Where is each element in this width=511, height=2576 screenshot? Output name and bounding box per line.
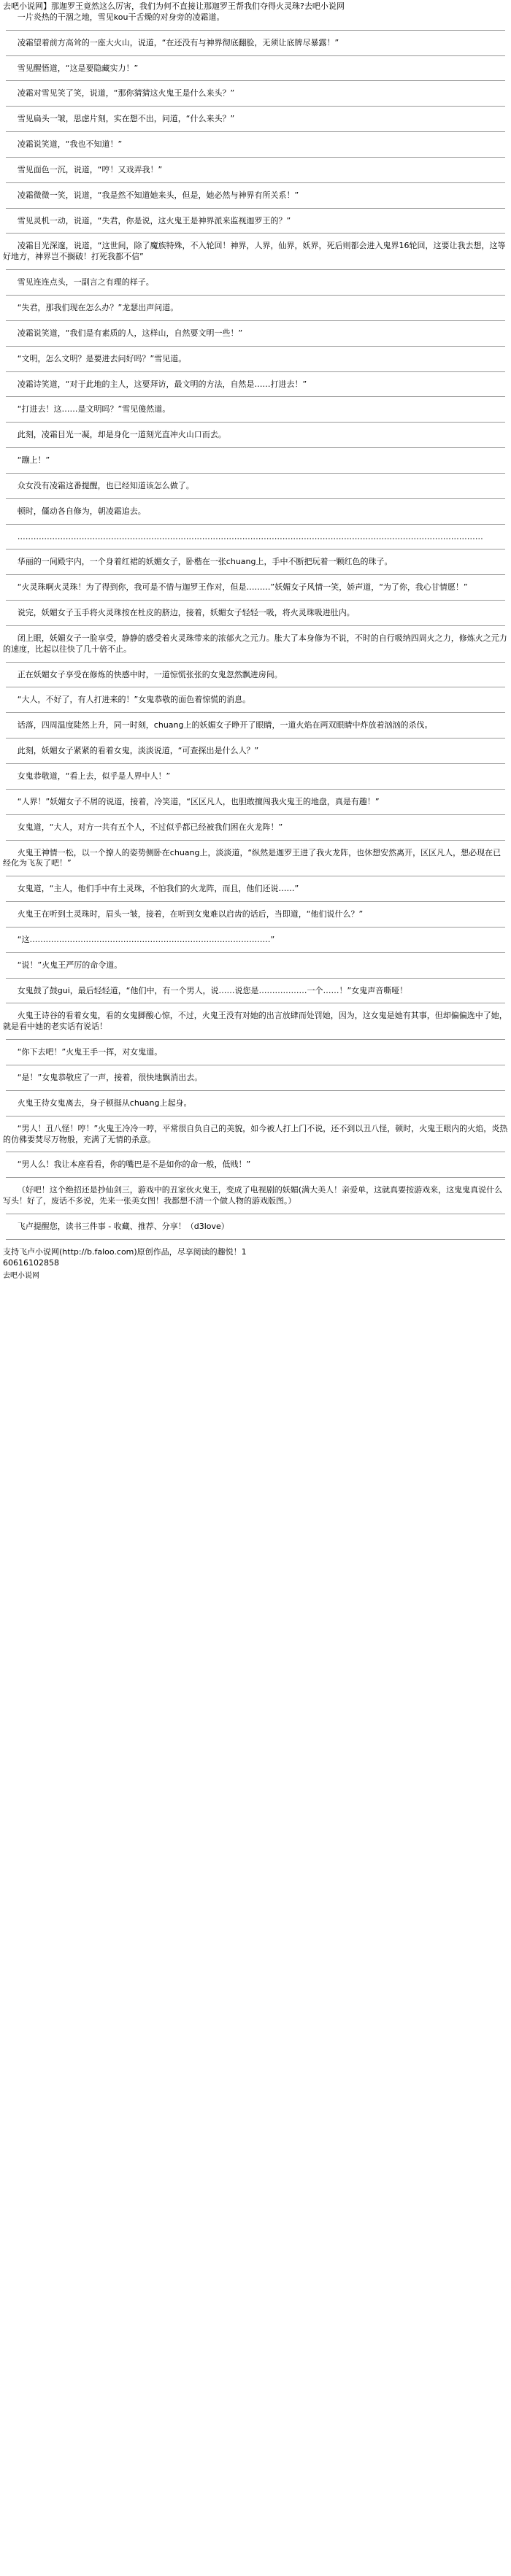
paragraph: 火鬼王在听到土灵珠时，眉头一皱，接着，在听到女鬼难以启齿的话后，当即道，“他们说什么？” <box>17 909 364 919</box>
divider <box>6 30 505 31</box>
paragraph: “人界！”妖媚女子不屑的说道，接着，冷笑道，“区区凡人，也胆敢擅闯我火鬼王的地盘，真是有趣！” <box>17 796 380 806</box>
support-line <box>3 1247 508 1258</box>
paragraph: 雪见扁头一皱，思虑片刻，实在想不出，问道，“什么来头？” <box>17 114 235 124</box>
paragraph: 此刻，妖媚女子紧紧的看着女鬼，淡淡说道，“可查探出是什么人？” <box>17 746 259 756</box>
paragraph: “蹦上！” <box>17 455 50 466</box>
divider <box>6 1239 505 1240</box>
chapter-heading: 】那迦罗王竟然这么厉害，我们为何不直接让那迦罗王帮我们夺得火灵珠?去吧小说网 <box>43 1 345 11</box>
divider <box>6 473 505 474</box>
paragraph: 正在妖媚女子享受在修炼的快感中时，一道惊慌张张的女鬼忽然飘进房间。 <box>17 669 283 679</box>
divider <box>6 157 505 158</box>
divider <box>6 901 505 902</box>
paragraph: 女鬼鼓了鼓gui，最后轻轻道，“他们中，有一个男人，说……说您是………………一个……！”女鬼声音嘶哑！ <box>17 985 408 995</box>
divider <box>6 712 505 713</box>
footer <box>3 1222 508 1281</box>
paragraph: 雪见连连点头，一副言之有理的样子。 <box>17 277 154 288</box>
divider <box>6 662 505 663</box>
paragraph: “失君，那我们现在怎么办？”龙瑟出声问道。 <box>17 302 179 312</box>
divider <box>6 396 505 397</box>
paragraph: “男人么！我让本座看看，你的嘴巴是不是如你的命一般，低贱！” <box>17 1160 251 1170</box>
site-link[interactable]: 去吧小说网 <box>3 1 43 11</box>
paragraph: “男人！丑八怪！哼！”火鬼王冷冷一哼，平常很自负自己的美貌，如今被人打上门不说，还不到以丑八怪，顿时，火鬼王眼内的火焰，炎热的仿佛要焚尽万物般，充满了无情的杀意。 <box>3 1123 508 1144</box>
paragraph: 众女没有凌霜这番提醒，也已经知道该怎么做了。 <box>17 480 194 490</box>
divider <box>6 625 505 626</box>
paragraph: 凌霜望着前方高耸的一座大火山，说道，“在还没有与神界彻底翻脸，无须让底牌尽暴露！” <box>17 37 339 47</box>
divider <box>6 524 505 525</box>
divider <box>6 763 505 764</box>
paragraph: 雪见醒悟道，“这是要隐藏实力！” <box>17 63 139 73</box>
divider <box>6 269 505 270</box>
divider <box>6 1116 505 1117</box>
paragraph: “火灵珠啊火灵珠！为了得到你，我可是不惜与迦罗王作对，但是………”妖媚女子风情一笑，娇声道，“为了你，我心甘情愿！” <box>17 582 468 593</box>
divider <box>6 600 505 601</box>
paragraph: 凌霜说笑道，“我也不知道！” <box>17 139 123 150</box>
support-link[interactable]: 支持飞卢小说网(http://b.faloo.com)原创作品，尽享阅读的趣悦！1 <box>3 1246 247 1257</box>
divider <box>6 55 505 56</box>
divider <box>6 447 505 448</box>
paragraph: 女鬼道，“主人，他们手中有土灵珠，不怕我们的火龙阵，而且，他们还说……” <box>17 884 299 894</box>
paragraph: 女鬼恭敬道，“看上去，似乎是人界中人！” <box>17 771 171 781</box>
divider <box>6 738 505 739</box>
divider <box>6 1090 505 1091</box>
paragraph: 凌霜对雪见笑了笑，说道，“那你猜猜这火鬼王是什么来头？” <box>17 88 235 99</box>
page-footer-site: 去吧小说网 <box>3 1272 39 1281</box>
divider <box>6 371 505 372</box>
divider <box>6 295 505 296</box>
paragraph: “说！”火鬼王严厉的命令道。 <box>17 960 123 970</box>
divider <box>6 182 505 183</box>
document-page <box>0 0 511 1281</box>
paragraph: 说完，妖媚女子玉手将火灵珠按在杜皮的脐边，接着，妖媚女子轻轻一吸，将火灵珠吸进肚内。 <box>17 608 355 618</box>
paragraph: 火鬼王待女鬼离去，身子顿挺从chuang上起身。 <box>17 1098 192 1108</box>
paragraph: “打进去！这……是文明吗？”雪见傻然道。 <box>17 404 171 414</box>
divider <box>6 346 505 347</box>
divider <box>6 1177 505 1178</box>
paragraph: 火鬼王诗谷的看着女鬼，看的女鬼脚酸心惊，不过，火鬼王没有对她的出言放肆而处罚她，因为，这女鬼是她有其事，但却偏偏选中了她，就是看中她的老实话有说话！ <box>3 1011 507 1032</box>
divider <box>6 320 505 321</box>
number-line: 60616102858 <box>3 1257 59 1268</box>
divider <box>6 498 505 499</box>
paragraph: 雪见面色一沉，说道，“哼！又戏弄我！” <box>17 164 163 174</box>
divider <box>6 952 505 953</box>
paragraph: “大人，不好了，有人打进来的！”女鬼恭敬的面色着惊慌的消息。 <box>17 695 251 705</box>
paragraph: 顿时，僵动各自修为，朝凌霜追去。 <box>17 506 146 516</box>
paragraph: “文明，怎么文明？是要进去问好吗？”雪见道。 <box>17 353 187 363</box>
paragraph: 话落，四周温度陡然上升，同一时刻，chuang上的妖媚女子睁开了眼睛，一道火焰在两双眼睛中炸放着汹汹的杀伐。 <box>17 720 433 730</box>
divider <box>6 789 505 790</box>
paragraph: 凌霜诗笑道，“对于此地的主人，这要拜访，最文明的方法，自然是……打进去！” <box>17 379 307 389</box>
paragraph: 凌霜说笑道，“我们是有素质的人，这样山，自然要文明一些！” <box>17 328 243 338</box>
divider <box>6 233 505 234</box>
paragraph: 火鬼王神情一松，以一个撩人的姿势侧卧在chuang上，淡淡道，“纵然是迦罗王进了我火龙阵，也休想安然离开，区区凡人，想必现在已经化为飞灰了吧！” <box>3 847 502 868</box>
divider <box>6 978 505 979</box>
paragraph: 女鬼道，“大人，对方一共有五个人，不过似乎都已经被我们困在火龙阵！” <box>17 822 283 832</box>
divider <box>6 840 505 841</box>
divider <box>6 106 505 107</box>
divider <box>6 422 505 423</box>
divider <box>6 574 505 575</box>
paragraph: 雪见灵机一动，说道，“失君，你是说，这火鬼王是神界派来监视迦罗王的？” <box>17 215 291 225</box>
paragraph: 闭上眼，妖媚女子一脸享受，静静的感受着火灵珠带来的浓郁火之元力。胀大了本身修为不说，不时的自行吸纳四周火之力，修炼火之元力的速度，比起以往快了几十倍不止。 <box>3 633 507 654</box>
paragraph: 华丽的一间殿宇内，一个身着红裙的妖媚女子，卧楷在一张chuang上，手中不断把玩着一颗红色的珠子。 <box>17 557 393 567</box>
paragraph: 一片炎热的干涸之地，雪见kou干舌燥的对身旁的凌霜道。 <box>17 12 225 22</box>
paragraph: 凌霜微微一笑，说道，“我是然不知道她来头，但是，她必然与神界有所关系！” <box>17 190 299 200</box>
paragraph: 凌霜目光深邃，说道，“这世间，除了魔族特殊，不入轮回！神界，人界，仙界，妖界，死后则都会进入鬼界16轮回，这要让我去想，这等好地方，神界岂不搁破！打死我都不信” <box>3 241 506 262</box>
footer-promo: 飞卢提醒您，读书三件事 - 收藏、推荐、分享！（d3love） <box>17 1221 229 1231</box>
divider <box>6 80 505 81</box>
header-line <box>3 1 508 12</box>
divider <box>6 1039 505 1040</box>
paragraph: ………………………………………………………………………………………………………………………………………………………… <box>17 531 483 541</box>
paragraph: 此刻，凌霜目光一凝，却是身化一道刻光直冲火山口而去。 <box>17 430 226 440</box>
divider <box>6 131 505 132</box>
divider <box>6 208 505 209</box>
paragraph: “这………………………………………………………………………………” <box>17 934 275 944</box>
paragraph: “你下去吧！”火鬼王手一挥，对女鬼道。 <box>17 1047 163 1057</box>
paragraph: （好吧！这个绝招还是抄仙剑三，游戏中的丑家伙火鬼王，变成了电视剧的妖媚(满大美人！亲爱单，这就真要按游戏来，这鬼鬼真说什么写头！好了，废话不多说，先来一张美女图！我都想不清一个做人物的游戏版图。） <box>3 1185 503 1206</box>
paragraph: “是！”女鬼恭敬应了一声，接着，很快地飘消出去。 <box>17 1072 203 1082</box>
divider <box>6 927 505 928</box>
divider <box>6 814 505 815</box>
chapter-body <box>3 12 508 1214</box>
